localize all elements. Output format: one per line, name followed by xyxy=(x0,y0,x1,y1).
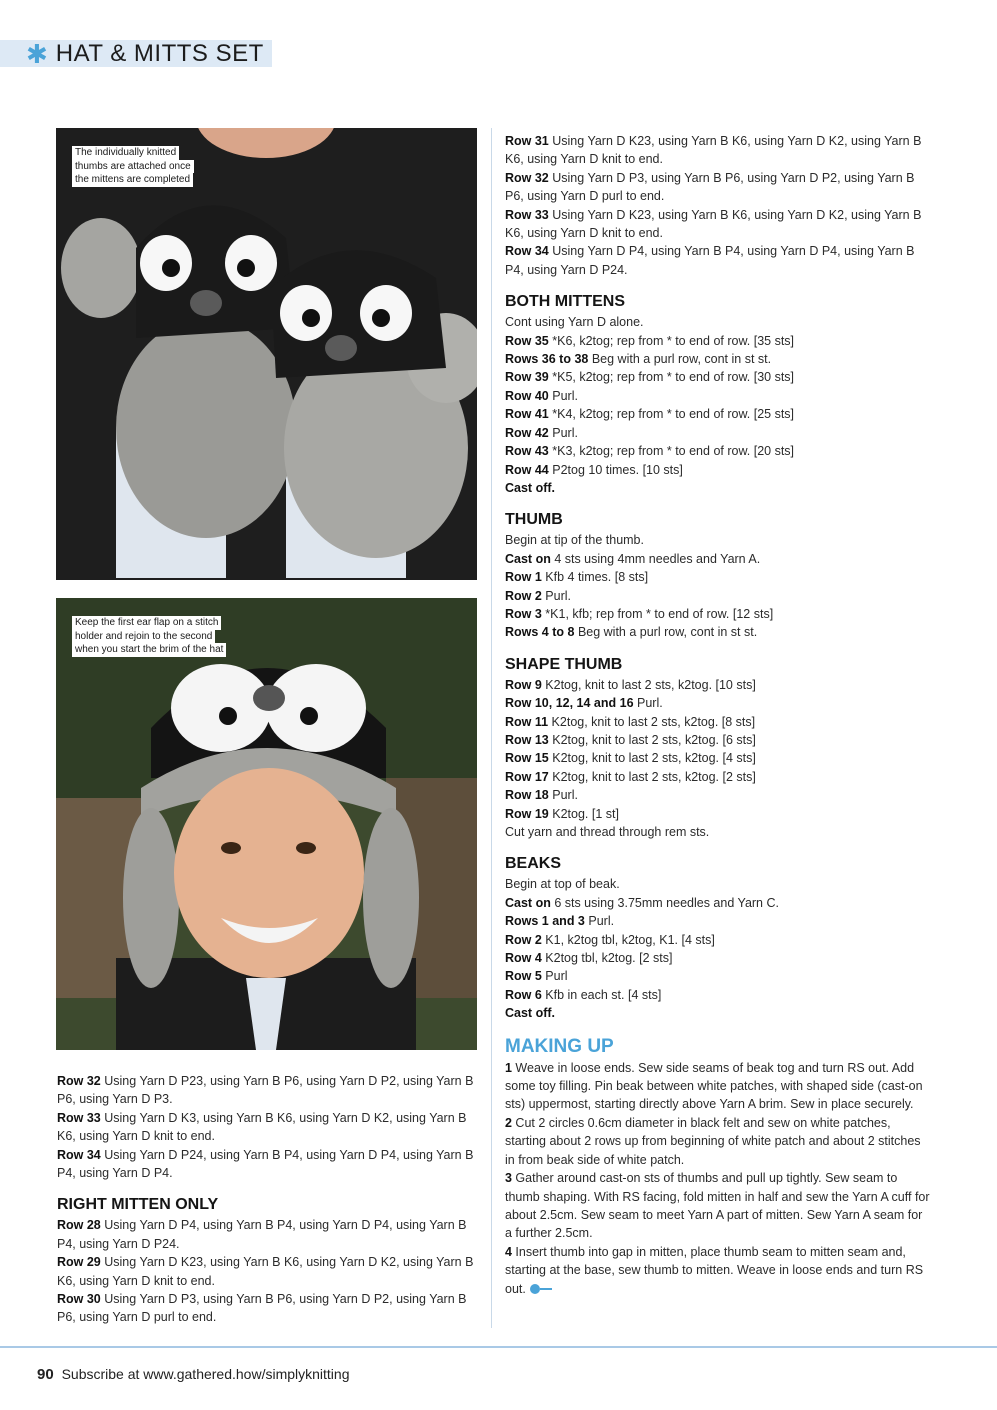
instruction-row: Cast on 6 sts using 3.75mm needles and Yarn C. xyxy=(505,895,779,910)
instruction-row: Row 39 *K5, k2tog; rep from * to end of row. [30 sts] xyxy=(505,370,795,385)
instruction-row: Row 33 Using Yarn D K3, using Yarn B K6, using Yarn D K2, using Yarn B K6, using Yarn D knit to end. xyxy=(57,1110,467,1144)
asterisk-icon: ✱ xyxy=(26,38,48,69)
instruction-row: Row 18 Purl. xyxy=(505,788,578,803)
instruction-row: Row 10, 12, 14 and 16 Purl. xyxy=(505,696,663,711)
instruction-row: Row 9 K2tog, knit to last 2 sts, k2tog. [10 sts] xyxy=(505,677,756,692)
footer-rule xyxy=(0,1346,997,1348)
instruction-row: Cast on 4 sts using 4mm needles and Yarn A. xyxy=(505,551,761,566)
instruction-row: Begin at tip of the thumb. xyxy=(505,533,644,548)
instruction-row: Rows 36 to 38 Beg with a purl row, cont in st st. xyxy=(505,352,772,367)
instruction-row: Row 32 Using Yarn D P3, using Yarn B P6, using Yarn D P2, using Yarn B P6, using Yarn D purl to end. xyxy=(505,170,915,204)
instruction-row: Rows 4 to 8 Beg with a purl row, cont in st st. xyxy=(505,625,758,640)
instruction-row: Row 6 Kfb in each st. [4 sts] xyxy=(505,987,662,1002)
instruction-row: Row 5 Purl xyxy=(505,969,568,984)
instruction-row: Cut yarn and thread through rem sts. xyxy=(505,825,710,839)
instruction-row: Row 34 Using Yarn D P4, using Yarn B P4, using Yarn D P4, using Yarn B P4, using Yarn D P24. xyxy=(505,244,915,277)
page-title: HAT & MITTS SET xyxy=(55,39,264,67)
instruction-row: Row 4 K2tog tbl, k2tog. [2 sts] xyxy=(505,951,673,966)
instruction-row: 3 Gather around cast-on sts of thumbs and pull up tightly. Sew seam to thumb shaping. With RS facing, fold mitten in half and sew the Yarn A cuff for about 2.5cm. Sew seam to meet Yarn A part of mitten. Sew Yarn A seam for a further 2.5cm. xyxy=(505,1171,930,1241)
section-heading-both-mittens: BOTH MITTENS xyxy=(505,293,625,311)
right-column xyxy=(505,132,930,1298)
instruction-row: Begin at top of beak. xyxy=(505,877,620,892)
instruction-row: Row 44 P2tog 10 times. [10 sts] xyxy=(505,462,683,477)
section-heading-beaks: BEAKS xyxy=(505,855,562,873)
instruction-row: Row 17 K2tog, knit to last 2 sts, k2tog. [2 sts] xyxy=(505,769,756,784)
instruction-row: Row 3 *K1, kfb; rep from * to end of row. [12 sts] xyxy=(505,606,774,621)
instruction-row: Row 1 Kfb 4 times. [8 sts] xyxy=(505,570,649,585)
instruction-row: Row 43 *K3, k2tog; rep from * to end of row. [20 sts] xyxy=(505,444,795,459)
mittens-caption: The individually knitted thumbs are attached once the mittens are completed xyxy=(72,146,194,187)
end-line-icon xyxy=(540,1288,552,1290)
subscribe-link[interactable]: Subscribe at www.gathered.how/simplyknitting xyxy=(61,1366,350,1382)
hat-photo xyxy=(56,598,477,1050)
section-heading-thumb: THUMB xyxy=(505,511,563,529)
column-divider xyxy=(491,128,492,1328)
instruction-row: Row 28 Using Yarn D P4, using Yarn B P4, using Yarn D P4, using Yarn B P4, using Yarn D P24. xyxy=(57,1218,467,1251)
end-mark-icon xyxy=(530,1284,540,1294)
instruction-row: Row 33 Using Yarn D K23, using Yarn B K6, using Yarn D K2, using Yarn B K6, using Yarn D knit to end. xyxy=(505,207,922,241)
instruction-row: Row 32 Using Yarn D P23, using Yarn B P6, using Yarn D P2, using Yarn B P6, using Yarn D P3. xyxy=(57,1074,474,1107)
section-header xyxy=(0,40,272,67)
instruction-row: Row 40 Purl. xyxy=(505,388,578,403)
section-heading-making-up: MAKING UP xyxy=(505,1035,614,1057)
instruction-row: Cast off. xyxy=(505,1006,555,1021)
footer xyxy=(37,1366,350,1383)
instruction-row: 1 Weave in loose ends. Sew side seams of beak tog and turn RS out. Add some toy filling. Pin beak between white patches, with shaped side (cast-on sts) uppermost, starting directly above Yarn A brim. Sew in place securely. xyxy=(505,1060,923,1112)
section-heading-shape-thumb: SHAPE THUMB xyxy=(505,655,623,673)
instruction-row: Cont using Yarn D alone. xyxy=(505,315,644,330)
instruction-row: Row 31 Using Yarn D K23, using Yarn B K6, using Yarn D K2, using Yarn B K6, using Yarn D knit to end. xyxy=(505,134,922,167)
instruction-row: Row 29 Using Yarn D K23, using Yarn B K6, using Yarn D K2, using Yarn B K6, using Yarn D knit to end. xyxy=(57,1255,474,1288)
instruction-row: Row 35 *K6, k2tog; rep from * to end of row. [35 sts] xyxy=(505,333,795,348)
instruction-row: Row 2 K1, k2tog tbl, k2tog, K1. [4 sts] xyxy=(505,932,715,947)
instruction-row: 2 Cut 2 circles 0.6cm diameter in black felt and sew on white patches, starting about 2 rows up from beginning of white patch and about 2 stitches in from beak side of white patch. xyxy=(505,1115,921,1167)
instruction-row: Row 15 K2tog, knit to last 2 sts, k2tog. [4 sts] xyxy=(505,751,756,766)
instruction-row: Row 13 K2tog, knit to last 2 sts, k2tog. [6 sts] xyxy=(505,732,756,747)
left-column xyxy=(57,1072,477,1327)
page-number: 90 xyxy=(37,1366,54,1383)
instruction-row: Cast off. xyxy=(505,480,555,495)
section-heading-right-mitten: RIGHT MITTEN ONLY xyxy=(57,1196,219,1214)
instruction-row: Row 2 Purl. xyxy=(505,588,571,603)
hat-caption: Keep the first ear flap on a stitch holder and rejoin to the second when you start the brim of the hat xyxy=(72,616,226,657)
instruction-row: Row 11 K2tog, knit to last 2 sts, k2tog. [8 sts] xyxy=(505,714,756,729)
instruction-row: Row 41 *K4, k2tog; rep from * to end of row. [25 sts] xyxy=(505,407,795,422)
instruction-row: Row 34 Using Yarn D P24, using Yarn B P4, using Yarn D P4, using Yarn B P4, using Yarn D P4. xyxy=(57,1147,474,1181)
instruction-row: Rows 1 and 3 Purl. xyxy=(505,914,615,929)
instruction-row: Row 19 K2tog. [1 st] xyxy=(505,806,619,821)
instruction-row: Row 42 Purl. xyxy=(505,425,578,440)
mittens-photo xyxy=(56,128,477,580)
instruction-row: Row 30 Using Yarn D P3, using Yarn B P6, using Yarn D P2, using Yarn B P6, using Yarn D purl to end. xyxy=(57,1292,467,1325)
instruction-row: 4 Insert thumb into gap in mitten, place thumb seam to mitten seam and, starting at the base, sew thumb to mitten. Weave in loose ends and turn RS out. xyxy=(505,1244,924,1296)
